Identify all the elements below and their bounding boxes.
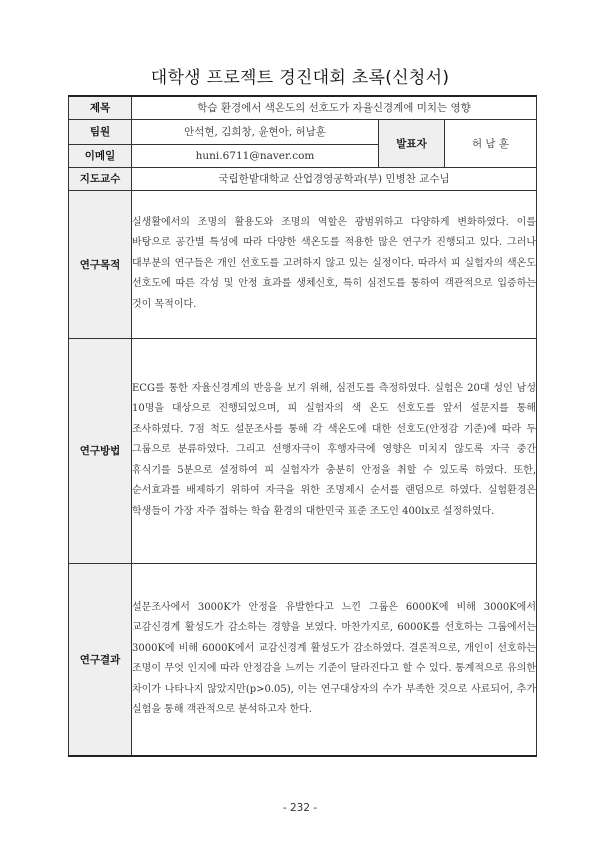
result-label: 연구결과: [69, 563, 132, 756]
team-value: 안석현, 김희창, 윤현아, 허남훈: [132, 119, 379, 144]
purpose-row: [69, 190, 537, 338]
result-text: 설문조사에서 3000K가 안정을 유발한다고 느낀 그룹은 6000K에 비해 3000K에서 교감신경계 활성도가 감소하는 경향을 보였다. 마찬가지로, 6000K를 선호하는 그룹에서는 3000K에 비해 6000K에서 교감신경계 활성도가 감소하였다. 결론적으로, 개인이 선호하는 조명이 무엇 인지에 따라 안정감을 느끼는 기준이 달라진다고 할 수 있다. 통계적으로 유의한 차이가 나타나지 않았지만(p>0.05), 이는 연구대상자의 수가 부족한 것으로 사료되어, 추가 실험을 통해 객관적으로 분석하고자 한다.: [132, 601, 537, 716]
advisor-label: 지도교수: [69, 167, 132, 190]
page-title: 대학생 프로젝트 경진대회 초록(신청서): [150, 68, 450, 88]
advisor-row: [69, 167, 537, 190]
presenter-value: 허 남 훈: [445, 119, 537, 167]
subject-label: 제목: [69, 96, 132, 119]
purpose-cell: [132, 190, 537, 338]
method-row: [69, 338, 537, 563]
subject-row: [69, 96, 537, 119]
advisor-value: 국립한밭대학교 산업경영공학과(부) 민병찬 교수님: [132, 167, 537, 190]
method-cell: [132, 338, 537, 563]
presenter-label: 발표자: [379, 119, 445, 167]
abstract-form-table: [68, 95, 537, 757]
result-row: [69, 563, 537, 756]
team-label: 팀원: [69, 119, 132, 144]
team-row: [69, 119, 537, 144]
email-value: huni.6711@naver.com: [132, 144, 379, 167]
method-label: 연구방법: [69, 338, 132, 563]
subject-value: 학습 환경에서 색온도의 선호도가 자율신경계에 미치는 영향: [132, 96, 537, 119]
result-cell: [132, 563, 537, 756]
purpose-text: 실생활에서의 조명의 활용도와 조명의 역할은 광범위하고 다양하게 변화하였다. 이를 바탕으로 공간별 특성에 따라 다양한 색온도를 적용한 많은 연구가 진행되고 있다. 그러나 대부분의 연구들은 개인 선호도를 고려하지 않고 있는 실정이다. 따라서 피 실험자의 색온도 선호도에 따른 각성 및 안정 효과를 생체신호, 특히 심전도를 통하여 객관적으로 입증하는 것이 목적이다.: [132, 216, 537, 310]
email-label: 이메일: [69, 144, 132, 167]
purpose-label: 연구목적: [69, 190, 132, 338]
page-number: - 232 -: [282, 802, 318, 814]
method-text: ECG를 통한 자율신경계의 반응을 보기 위해, 심전도를 측정하였다. 실험은 20대 성인 남성 10명을 대상으로 진행되었으며, 피 실험자의 색 온도 선호도를 앞서 설문지를 통해 조사하였다. 7점 척도 설문조사를 통해 각 색온도에 대한 선호도(안정감 기준)에 따라 두 그룹으로 분류하였다. 그리고 선행자극이 후행자극에 영향은 미치지 않도록 자극 중간 휴식기를 5분으로 설정하여 피 실험자가 충분히 안정을 취할 수 있도록 하였다. 또한, 순서효과를 배제하기 위하여 자극을 위한 조명제시 순서를 랜덤으로 하였다. 실험환경은 학생들이 가장 자주 접하는 학습 환경의 대한민국 표준 조도인 400lx로 설정하였다.: [132, 382, 537, 517]
